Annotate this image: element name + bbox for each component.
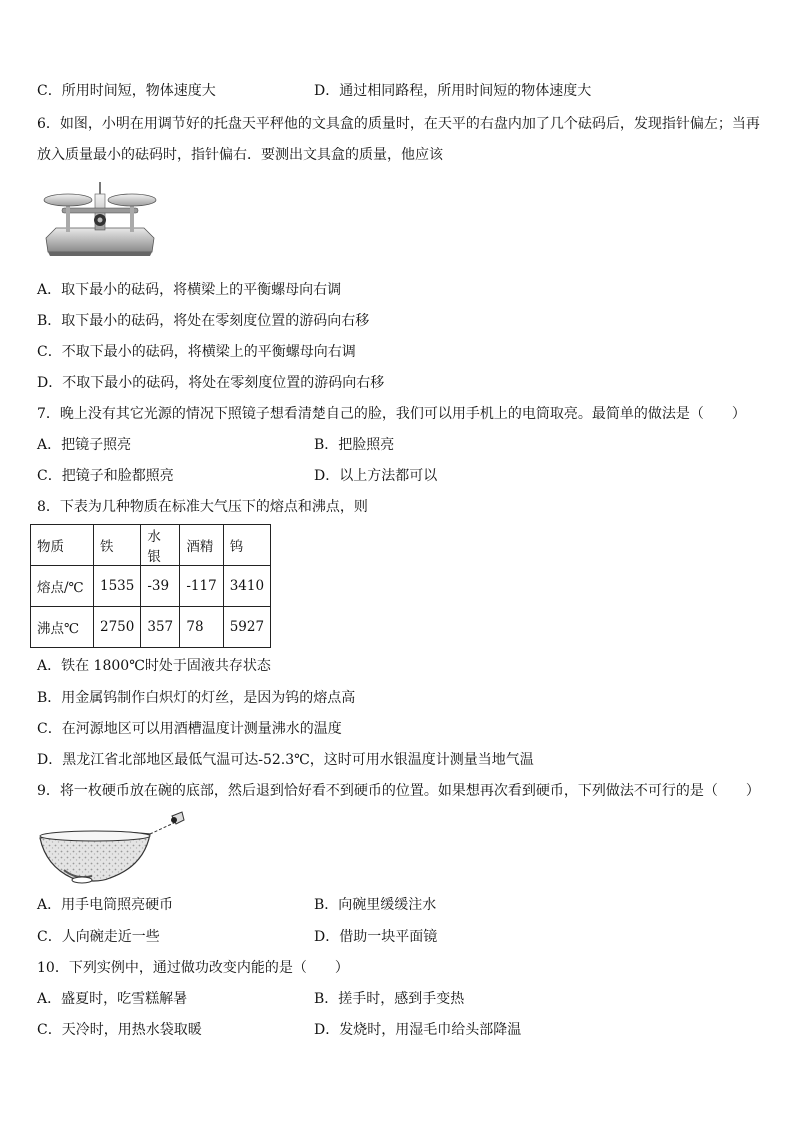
- q10-stem: 10．下列实例中，通过做功改变内能的是（ ）: [37, 960, 349, 976]
- table-row: [31, 607, 271, 648]
- q7-option-c: C．把镜子和脸都照亮: [37, 468, 174, 484]
- q10-option-d: D．发烧时，用湿毛巾给头部降温: [314, 1022, 522, 1038]
- table-cell: 物质: [31, 525, 94, 566]
- q9-stem: 9．将一枚硬币放在碗的底部，然后退到恰好看不到硬币的位置。如果想再次看到硬币，下列做法不可行的是（ ）: [37, 783, 760, 799]
- q10-option-c: C．天冷时，用热水袋取暖: [37, 1022, 202, 1038]
- q7-option-d: D．以上方法都可以: [314, 468, 438, 484]
- q8-stem: 8．下表为几种物质在标准大气压下的熔点和沸点，则: [37, 499, 368, 515]
- q6-option-a: A．取下最小的砝码，将横梁上的平衡螺母向右调: [37, 282, 342, 298]
- q9-option-b: B．向碗里缓缓注水: [314, 897, 437, 913]
- q6-option-d: D．不取下最小的砝码，将处在零刻度位置的游码向右移: [37, 375, 385, 391]
- table-row: [31, 566, 271, 607]
- table-cell: 2750: [94, 607, 141, 648]
- table-header-row: [31, 525, 271, 566]
- table-cell: 水银: [141, 525, 180, 566]
- q6-stem-line2: 放入质量最小的砝码时，指针偏右．要测出文具盒的质量，他应该: [37, 147, 443, 163]
- table-cell: 5927: [223, 607, 270, 648]
- table-cell: 1535: [94, 566, 141, 607]
- table-cell: 3410: [223, 566, 270, 607]
- table-cell: 酒精: [180, 525, 223, 566]
- q8-option-b: B．用金属钨制作白炽灯的灯丝，是因为钨的熔点高: [37, 690, 356, 706]
- q8-option-a: A．铁在 1800℃时处于固液共存状态: [37, 658, 271, 674]
- q9-option-d: D．借助一块平面镜: [314, 929, 438, 945]
- table-cell: 熔点/℃: [31, 566, 94, 607]
- q10-option-b: B．搓手时，感到手变热: [314, 991, 465, 1007]
- table-cell: 78: [180, 607, 223, 648]
- q9-option-c: C．人向碗走近一些: [37, 929, 160, 945]
- table-cell: 钨: [223, 525, 270, 566]
- bowl-coin-image: [36, 808, 186, 890]
- table-cell: 沸点℃: [31, 607, 94, 648]
- q7-option-b: B．把脸照亮: [314, 437, 395, 453]
- table-cell: -117: [180, 566, 223, 607]
- q7-option-a: A．把镜子照亮: [37, 437, 132, 453]
- q5-option-d: D．通过相同路程，所用时间短的物体速度大: [314, 83, 592, 99]
- balance-scale-image: [40, 178, 160, 258]
- q6-stem-line1: 6．如图，小明在用调节好的托盘天平秤他的文具盒的质量时，在天平的右盘内加了几个砝码后，发现指针偏左；当再: [37, 116, 760, 132]
- q8-option-d: D．黑龙江省北部地区最低气温可达-52.3℃，这时可用水银温度计测量当地气温: [37, 752, 534, 768]
- q8-option-c: C．在河源地区可以用酒槽温度计测量沸水的温度: [37, 721, 342, 737]
- table-cell: 铁: [94, 525, 141, 566]
- q5-option-c: C．所用时间短，物体速度大: [37, 83, 216, 99]
- q7-stem: 7．晚上没有其它光源的情况下照镜子想看清楚自己的脸，我们可以用手机上的电筒取亮。最简单的做法是（ ）: [37, 406, 746, 422]
- q10-option-a: A．盛夏时，吃雪糕解暑: [37, 991, 188, 1007]
- q6-option-b: B．取下最小的砝码，将处在零刻度位置的游码向右移: [37, 313, 370, 329]
- q9-option-a: A．用手电筒照亮硬币: [37, 897, 174, 913]
- melting-boiling-point-table: [30, 524, 271, 648]
- table-cell: -39: [141, 566, 180, 607]
- q6-option-c: C．不取下最小的砝码，将横梁上的平衡螺母向右调: [37, 344, 356, 360]
- table-cell: 357: [141, 607, 180, 648]
